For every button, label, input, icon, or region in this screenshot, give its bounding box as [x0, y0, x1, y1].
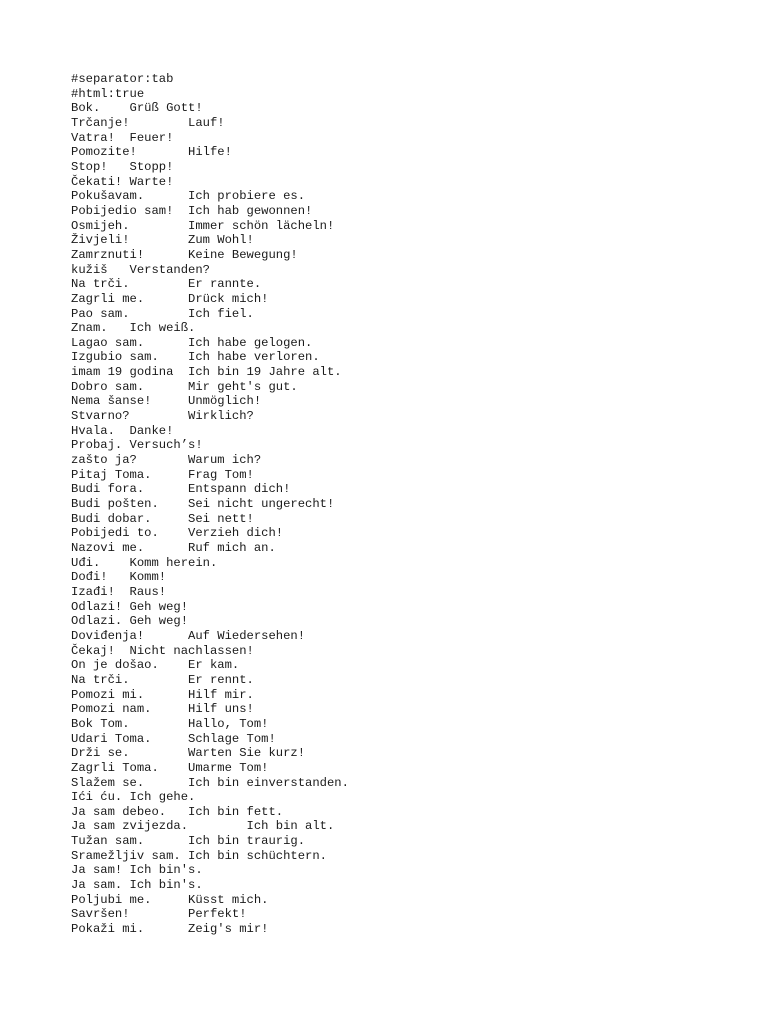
text-line: kužiš Verstanden? — [71, 262, 210, 277]
text-line: Zamrznuti! Keine Bewegung! — [71, 247, 298, 262]
text-line: Lagao sam. Ich habe gelogen. — [71, 335, 313, 350]
text-line: Osmijeh. Immer schön lächeln! — [71, 218, 335, 233]
text-line: Uđi. Komm herein. — [71, 555, 218, 570]
text-line: Zagrli me. Drück mich! — [71, 291, 269, 306]
text-line: Pokušavam. Ich probiere es. — [71, 189, 306, 204]
text-line: Ja sam zvijezda. Ich bin alt. — [71, 819, 335, 834]
text-line: Stvarno? Wirklich? — [71, 409, 254, 424]
text-line: zašto ja? Warum ich? — [71, 453, 262, 468]
text-line: Pomozi mi. Hilf mir. — [71, 687, 254, 702]
text-line: Ja sam! Ich bin's. — [71, 863, 203, 878]
text-line: Nazovi me. Ruf mich an. — [71, 541, 276, 555]
text-line: imam 19 godina Ich bin 19 Jahre alt. — [71, 365, 342, 380]
text-line: Čekaj! Nicht nachlassen! — [71, 643, 254, 658]
text-line: On je došao. Er kam. — [71, 658, 240, 673]
text-line: Čekati! Warte! — [71, 174, 174, 189]
text-line: Izađi! Raus! — [71, 584, 167, 599]
text-content — [71, 72, 349, 937]
text-line: Budi pošten. Sei nicht ungerecht! — [71, 497, 335, 512]
text-line: Dođi! Komm! — [71, 570, 167, 585]
text-line: Dobro sam. Mir geht's gut. — [71, 379, 298, 394]
text-line: Doviđenja! Auf Wiedersehen! — [71, 628, 306, 643]
text-line: Nema šanse! Unmöglich! — [71, 394, 262, 409]
text-line: Sramežljiv sam. Ich bin schüchtern. — [71, 848, 327, 863]
text-line: Budi fora. Entspann dich! — [71, 482, 291, 497]
text-line: Probaj. Versuch’s! — [71, 438, 203, 453]
text-line: Pokaži mi. Zeig's mir! — [71, 922, 269, 937]
text-line: Bok Tom. Hallo, Tom! — [71, 716, 269, 731]
text-line: Znam. Ich weiß. — [71, 321, 196, 336]
text-line: Poljubi me. Küsst mich. — [71, 892, 269, 907]
text-line: Budi dobar. Sei nett! — [71, 511, 254, 526]
text-line: #html:true — [71, 86, 145, 101]
text-line: Ići ću. Ich gehe. — [71, 790, 196, 805]
text-line: Odlazi! Geh weg! — [71, 599, 189, 614]
text-line: Savršen! Perfekt! — [71, 907, 247, 922]
text-line: Pitaj Toma. Frag Tom! — [71, 467, 254, 482]
text-line: Izgubio sam. Ich habe verloren. — [71, 350, 320, 365]
text-line: Pomozite! Hilfe! — [71, 145, 232, 160]
text-line: Stop! Stopp! — [71, 159, 174, 174]
text-line: Trčanje! Lauf! — [71, 115, 225, 130]
text-line: Vatra! Feuer! — [71, 130, 174, 145]
text-line: Na trči. Er rennt. — [71, 672, 254, 687]
text-line: Udari Toma. Schlage Tom! — [71, 731, 276, 746]
text-line: Na trči. Er rannte. — [71, 277, 262, 292]
text-line: Tužan sam. Ich bin traurig. — [71, 834, 306, 849]
text-line: Pobijedio sam! Ich hab gewonnen! — [71, 203, 313, 218]
text-line: Slažem se. Ich bin einverstanden. — [71, 775, 349, 790]
text-line: Bok. Grüß Gott! — [71, 101, 203, 116]
text-line: Ja sam debeo. Ich bin fett. — [71, 804, 284, 819]
text-line: Pomozi nam. Hilf uns! — [71, 702, 254, 717]
text-line: Odlazi. Geh weg! — [71, 614, 189, 629]
text-line: #separator:tab — [71, 72, 174, 86]
text-line: Ja sam. Ich bin's. — [71, 878, 203, 893]
text-line: Živjeli! Zum Wohl! — [71, 233, 254, 248]
text-line: Pao sam. Ich fiel. — [71, 306, 254, 321]
text-line: Drži se. Warten Sie kurz! — [71, 746, 306, 761]
text-line: Zagrli Toma. Umarme Tom! — [71, 760, 269, 775]
text-line: Hvala. Danke! — [71, 423, 174, 438]
text-line: Pobijedi to. Verzieh dich! — [71, 526, 284, 541]
